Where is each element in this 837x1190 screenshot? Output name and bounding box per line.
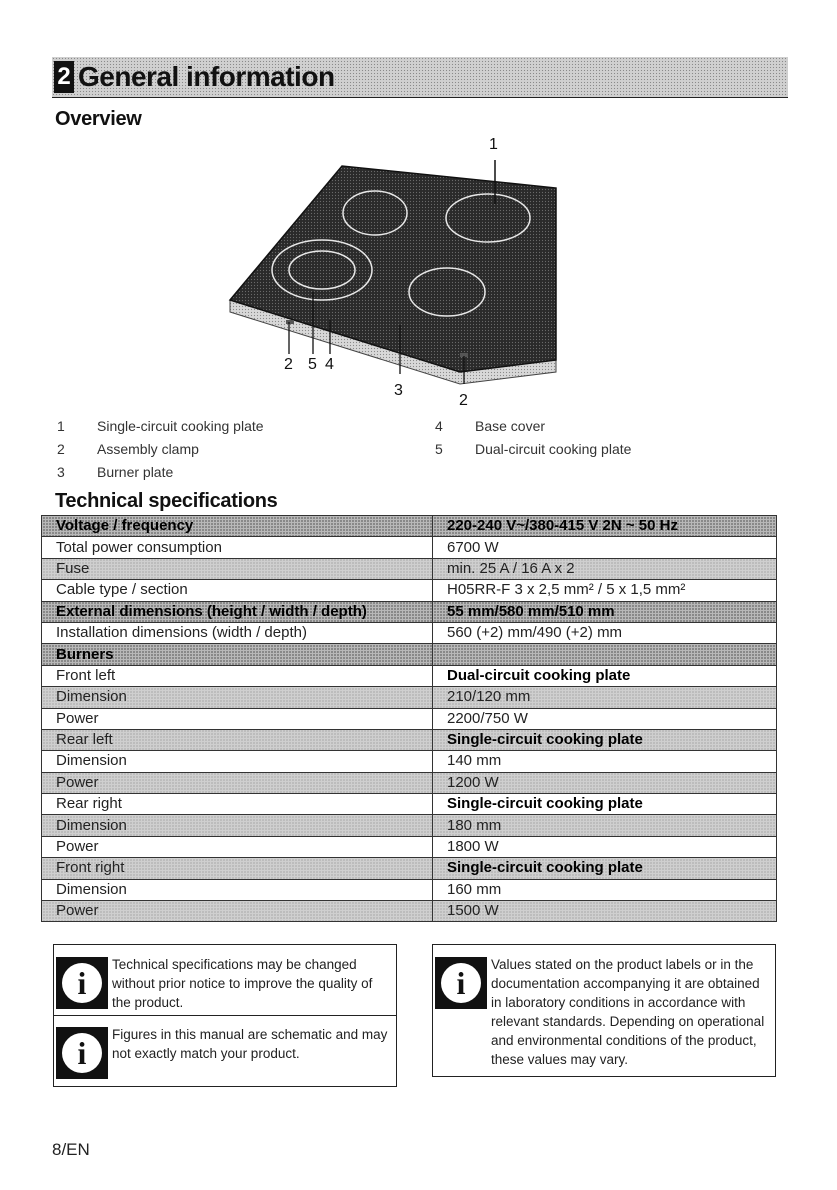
table-row: Installation dimensions (width / depth) 560 (+2) mm/490 (+2) mm	[42, 622, 777, 643]
table-row: Front right Single-circuit cooking plate	[42, 858, 777, 879]
info-note-left	[53, 944, 397, 1087]
table-row: Power 1500 W	[42, 901, 777, 922]
callout-5: 5	[308, 356, 317, 373]
callout-1: 1	[489, 136, 498, 153]
callout-2-left: 2	[284, 356, 293, 373]
tech-specs-table	[41, 515, 777, 922]
page-number: 8/EN	[52, 1140, 90, 1159]
legend-item: 1 Single-circuit cooking plate	[57, 418, 264, 434]
overview-heading: Overview	[55, 108, 142, 130]
section-title: General information	[78, 61, 335, 92]
note-text-schematic: Figures in this manual are schematic and may not exactly match your product.	[112, 1027, 388, 1061]
info-icon: i	[56, 1027, 108, 1079]
info-note-right	[432, 944, 776, 1077]
tech-specs-heading: Technical specifications	[55, 490, 278, 512]
table-row: Voltage / frequency 220-240 V~/380-415 V 2N ~ 50 Hz	[42, 516, 777, 537]
table-row: Power 1800 W	[42, 836, 777, 857]
table-row: Rear left Single-circuit cooking plate	[42, 729, 777, 750]
callout-4: 4	[325, 356, 334, 373]
table-row: Burners	[42, 644, 777, 665]
table-row: Power 2200/750 W	[42, 708, 777, 729]
section-number: 2	[54, 61, 74, 93]
note-text-specs-change: Technical specifications may be changed without prior notice to improve the quality of the product.	[112, 957, 373, 1010]
legend-item: 5 Dual-circuit cooking plate	[435, 441, 632, 457]
table-row: Dimension 180 mm	[42, 815, 777, 836]
info-icon: i	[56, 957, 108, 1009]
table-row: Cable type / section H05RR-F 3 x 2,5 mm² / 5 x 1,5 mm²	[42, 580, 777, 601]
table-row: Dimension 140 mm	[42, 751, 777, 772]
note-text-values: Values stated on the product labels or in the documentation accompanying it are obtained in laboratory conditions in accordance with relevant standards. Depending on operational and environmental conditions of the product, these values may vary.	[491, 957, 765, 1067]
legend-item: 4 Base cover	[435, 418, 546, 434]
table-row: External dimensions (height / width / depth) 55 mm/580 mm/510 mm	[42, 601, 777, 622]
hob-illustration	[220, 140, 580, 410]
legend-item: 3 Burner plate	[57, 464, 174, 480]
table-row: Power 1200 W	[42, 772, 777, 793]
assembly-clamp-left	[286, 320, 294, 324]
callout-2-right: 2	[459, 392, 468, 409]
legend-item: 2 Assembly clamp	[57, 441, 199, 457]
table-row: Dimension 160 mm	[42, 879, 777, 900]
table-row: Rear right Single-circuit cooking plate	[42, 794, 777, 815]
table-row: Front left Dual-circuit cooking plate	[42, 665, 777, 686]
table-row: Dimension 210/120 mm	[42, 687, 777, 708]
table-row: Fuse min. 25 A / 16 A x 2	[42, 558, 777, 579]
info-icon: i	[435, 957, 487, 1009]
callout-3: 3	[394, 382, 403, 399]
table-row: Total power consumption 6700 W	[42, 537, 777, 558]
